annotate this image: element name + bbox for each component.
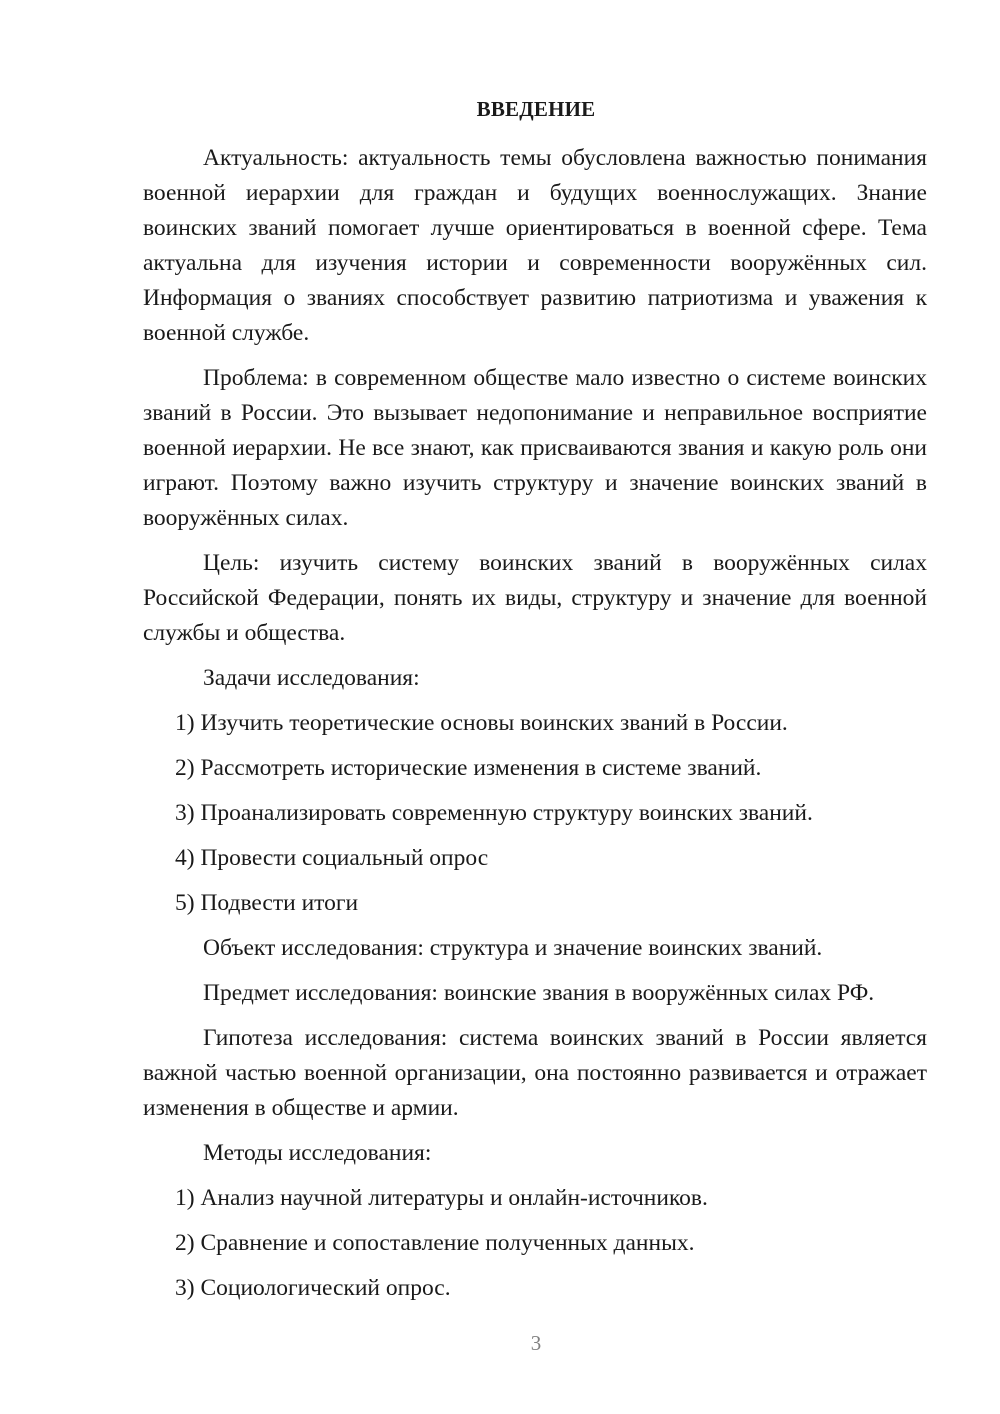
- task-item: 5) Подвести итоги: [175, 890, 359, 916]
- method-item: 2) Сравнение и сопоставление полученных данных.: [175, 1230, 695, 1256]
- methods-title: Методы исследования:: [203, 1140, 432, 1166]
- task-item: 2) Рассмотреть исторические изменения в системе званий.: [175, 755, 762, 781]
- tasks-title: Задачи исследования:: [203, 665, 420, 691]
- page-heading: ВВЕДЕНИЕ: [476, 97, 596, 121]
- page-number: 3: [530, 1331, 542, 1355]
- object-paragraph: Объект исследования: структура и значение воинских званий.: [203, 935, 823, 961]
- goal-paragraph: Цель: изучить систему воинских званий в вооружённых силах Российской Федерации, понять их виды, структуру и значение для военной службы и общества.: [143, 550, 927, 646]
- method-item: 1) Анализ научной литературы и онлайн-источников.: [175, 1185, 708, 1211]
- task-item: 1) Изучить теоретические основы воинских званий в России.: [175, 710, 788, 736]
- task-item: 4) Провести социальный опрос: [175, 845, 489, 871]
- relevance-paragraph: Актуальность: актуальность темы обусловлена важностью понимания военной иерархии для граждан и будущих военнослужащих. Знание воинских званий помогает лучше ориентироваться в военной сфере. Тема актуальна для изучения истории и современности вооружённых сил. Информация о званиях способствует развитию патриотизма и уважения к военной службе.: [143, 145, 927, 346]
- problem-paragraph: Проблема: в современном обществе мало известно о системе воинских званий в России. Это вызывает недопонимание и неправильное восприятие военной иерархии. Не все знают, как присваиваются звания и какую роль они играют. Поэтому важно изучить структуру и значение воинских званий в вооружённых силах.: [143, 365, 927, 531]
- document-body: [143, 141, 927, 1316]
- task-item: 3) Проанализировать современную структуру воинских званий.: [175, 800, 813, 826]
- method-item: 3) Социологический опрос.: [175, 1275, 451, 1301]
- hypothesis-paragraph: Гипотеза исследования: система воинских званий в России является важной частью военной организации, она постоянно развивается и отражает изменения в обществе и армии.: [143, 1025, 927, 1121]
- subject-paragraph: Предмет исследования: воинские звания в вооружённых силах РФ.: [203, 980, 875, 1006]
